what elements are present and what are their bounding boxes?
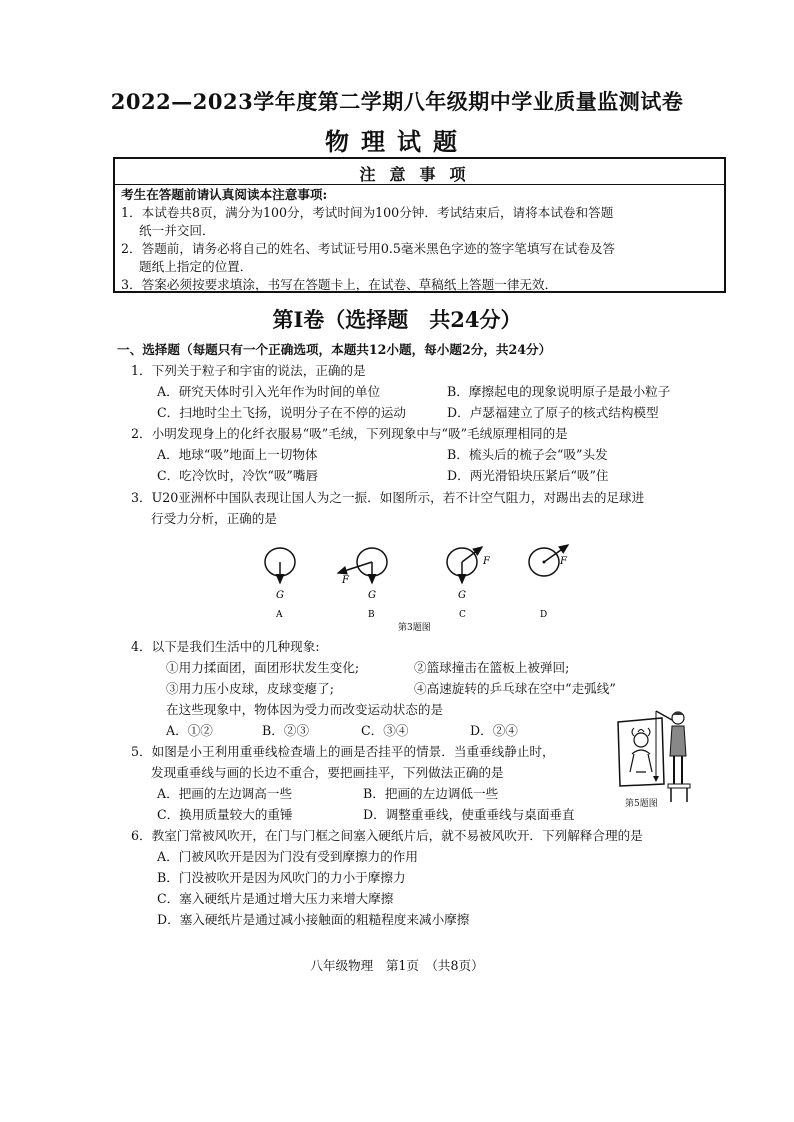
q3-stem-cont: 行受力分析，正确的是 [151,511,277,526]
label-f: F [342,575,349,586]
q5-option-b: B．把画的左边调低一些 [363,786,499,801]
option-label: B [368,610,375,620]
option-label: A [276,610,283,620]
notice-item: 题纸上指定的位置． [139,259,253,274]
q4-option-b: B．②③ [262,723,310,738]
q1-option-b: B．摩擦起电的现象说明原子是最小粒子 [447,384,671,399]
q6-option-a: A．门被风吹开是因为门没有受到摩擦力的作用 [157,849,418,864]
notice-intro: 考生在答题前请认真阅读本注意事项: [121,187,328,202]
q4-option-d: D．②④ [470,723,518,738]
q1-option-a: A．研究天体时引入光年作为时间的单位 [157,384,381,399]
q5-figure-caption: 第5题图 [625,799,658,809]
q4-option-a: A．①② [166,723,213,738]
notice-heading: 注意事项 [359,165,480,184]
section-title: 第Ⅰ卷（选择题 共24分） [272,307,522,332]
q5-option-c: C．换用质量较大的重锤 [157,807,293,822]
notice-item: 纸一并交回． [139,223,215,238]
q2-option-d: D．两光滑铅块压紧后“吸”住 [447,468,609,483]
q6-option-d: D．塞入硬纸片是通过减小接触面的粗糙程度来减小摩擦 [157,912,470,927]
notice-box [113,157,726,293]
page-footer: 八年级物理 第1页 （共8页） [310,958,484,973]
label-f: F [560,556,567,567]
option-label: C [459,610,466,620]
q6-option-b: B．门没被吹开是因为风吹门的力小于摩擦力 [157,870,406,885]
q3-figure-caption: 第3题图 [398,623,431,633]
notice-item: 2．答题前，请务必将自己的姓名、考试证号用0.5毫米黑色字迹的签字笔填写在试卷及答 [121,241,616,256]
q6-option-c: C．塞入硬纸片是通过增大压力来增大摩擦 [157,891,394,906]
option-label: D [540,610,548,620]
label-g: G [368,590,376,601]
plumb-bob [653,776,659,782]
q5-plumb-line-figure [612,706,698,810]
q2-option-a: A．地球“吸”地面上一切物体 [157,447,318,462]
q2-stem: 2．小明发现身上的化纤衣服易“吸”毛绒，下列现象中与“吸”毛绒原理相同的是 [131,426,568,441]
picture-frame [618,718,664,786]
q3-stem: 3．U20亚洲杯中国队表现让国人为之一振．如图所示，若不计空气阻力，对踢出去的足球进 [131,490,645,505]
notice-item: 3．答案必须按要求填涂，书写在答题卡上，在试卷、草稿纸上答题一律无效． [121,277,558,292]
subject-title: 物理试题 [325,127,469,156]
q3-force-diagrams [250,535,580,635]
q4-question: 在这些现象中，物体因为受力而改变运动状态的是 [166,702,444,717]
diagram-b [338,548,387,620]
diagram-d [529,545,568,620]
q1-option-d: D．卢瑟福建立了原子的核式结构模型 [447,405,659,420]
q2-option-c: C．吃冷饮时，冷饮“吸”嘴唇 [157,468,319,483]
exam-title: 2022—2023学年度第二学期八年级期中学业质量监测试卷 [110,89,684,114]
q1-stem: 1．下列关于粒子和宇宙的说法，正确的是 [131,363,366,378]
q5-option-a: A．把画的左边调高一些 [157,786,293,801]
diagram-c [447,547,491,620]
q4-phenomenon-1: ①用力揉面团，面团形状发生变化; [166,660,360,675]
q4-phenomenon-3: ③用力压小皮球，皮球变瘪了; [166,681,334,696]
q2-option-b: B．梳头后的梳子会“吸”头发 [447,447,608,462]
part-title: 一、选择题（每题只有一个正确选项，本题共12小题，每小题2分，共24分） [117,342,552,357]
label-g: G [458,590,466,601]
label-f: F [483,556,490,567]
q4-option-c: C．③④ [361,723,409,738]
label-g: G [276,590,284,601]
person-figure [656,711,690,802]
q5-stem: 5．如图是小王利用重垂线检查墙上的画是否挂平的情景．当重垂线静止时， [131,744,555,759]
diagram-a [265,548,295,620]
notice-divider [115,184,724,185]
q4-phenomenon-4: ④高速旋转的乒乓球在空中“走弧线” [414,681,616,696]
q1-option-c: C．扫地时尘土飞扬，说明分子在不停的运动 [157,405,406,420]
q6-stem: 6．教室门常被风吹开，在门与门框之间塞入硬纸片后，就不易被风吹开．下列解释合理的是 [131,828,643,843]
q5-stem-cont: 发现重垂线与画的长边不重合，要把画挂平，下列做法正确的是 [151,765,504,780]
q4-stem: 4．以下是我们生活中的几种现象: [131,639,320,654]
q4-phenomenon-2: ②篮球撞击在篮板上被弹回; [414,660,570,675]
q5-option-d: D．调整重垂线，使重垂线与桌面垂直 [363,807,575,822]
notice-item: 1．本试卷共8页，满分为100分，考试时间为100分钟．考试结束后，请将本试卷和答题 [121,205,614,220]
